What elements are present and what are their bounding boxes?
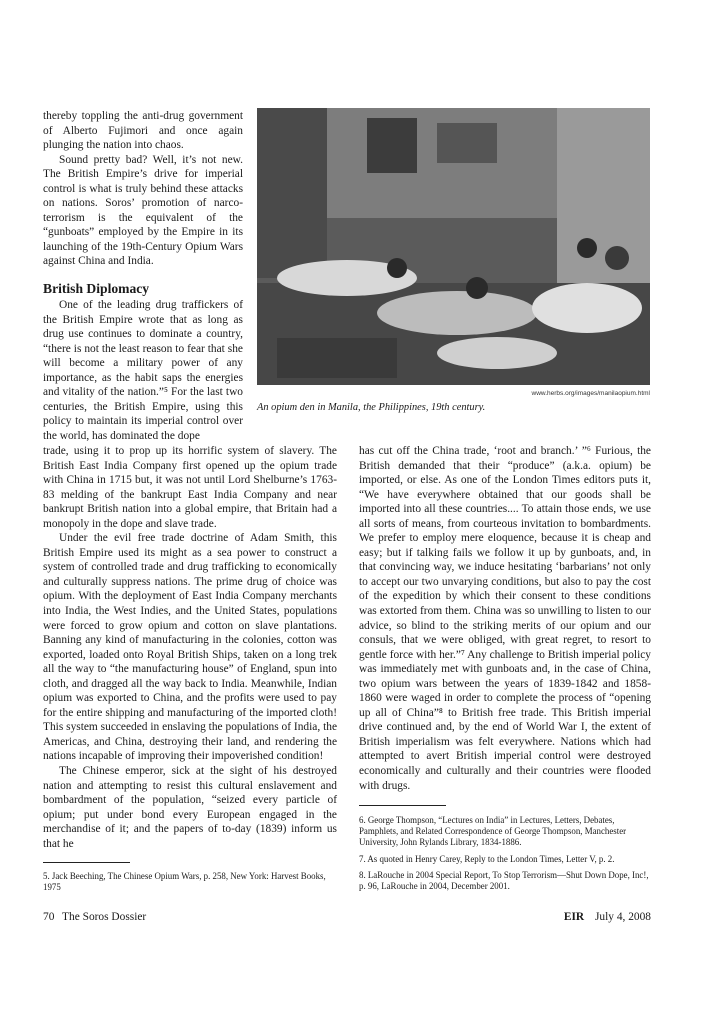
issue-date: July 4, 2008 [594, 911, 651, 923]
paragraph: thereby toppling the anti-drug government of Alberto Fujimori and once again plunging the nation into chaos. [43, 110, 243, 152]
left-column-body [43, 444, 337, 851]
photo-credit: www.herbs.org/images/manilaopium.html [531, 390, 650, 397]
section-title: The Soros Dossier [62, 911, 147, 923]
footnote: 5. Jack Beeching, The Chinese Opium Wars, p. 258, New York: Harvest Books, 1975 [43, 871, 326, 893]
footnote: 8. LaRouche in 2004 Special Report, To Stop Terrorism—Shut Down Dope, Inc!, p. 96, LaRouche in 2004, December 2001. [359, 869, 649, 892]
left-column-top [43, 109, 243, 443]
footnote-divider [43, 862, 130, 863]
page-footer-left [43, 911, 146, 923]
page-number: 70 [43, 911, 55, 923]
magazine-name: EIR [563, 911, 585, 923]
photo-caption: An opium den in Manila, the Philippines, 19th century. [257, 402, 486, 413]
footnote: 7. As quoted in Henry Carey, Reply to the London Times, Letter V, p. 2. [359, 853, 615, 864]
photo-illustration [257, 108, 650, 385]
right-column-body [359, 444, 651, 793]
paragraph: One of the leading drug traffickers of the British Empire wrote that as long as drug use continues to dominate a country, “there is not the least reason to fear that she will become a military power of any importance, as the habit saps the energies and vitality of the nation.”⁵ For the last two centuries, the British Empire, using this policy to maintain its imperial control over the world, has dominated the dope [43, 299, 243, 442]
opium-den-photo [257, 108, 650, 385]
page-footer-right [564, 911, 651, 923]
paragraph: has cut off the China trade, ‘root and branch.’ ”⁶ Furious, the British demanded that their “produce” (a.k.a. opium) be imported, or else. As one of the London Times editors puts it, “We have everywhere obtained that our goods shall be imported into all these countries.... To attain those ends, we use all sorts of means, from courteous invitation to bombardments. We prefer to employ mere eloquence, because it is cheap and easy; but if talking fails we follow it up by gunboats, and, in that convincing way, we induce hesitating ‘barbarians’ not only to accept our two unvarying conditions, but also to pay the cost of the expedition by which their consent to these conditions was extorted from them. China was so unwilling to listen to our advice, so blind to the striking merits of our opium and our consuls, that we were obliged, with great regret, to resort to gentle force with her.”⁷ Any challenge to British imperial policy was immediately met with gunboats and, in the case of China, two opium wars between the years of 1839-1842 and 1858-1860 were waged in order to complete the process of “opening up all of China”⁸ to British free trade. This British imperial drive continued and, by the end of World War I, the extent of British imperialism was felt everywhere. Nations which had attempted to avert British imperial control were destroyed economically and culturally and their countries were flooded with drugs. [359, 445, 651, 792]
paragraph: trade, using it to prop up its horrific system of slavery. The British East India Company first opened up the opium trade with China in 1715 but, it was not until Lord Shelburne’s 1763-83 melding of the bankrupt East India Company and near bankrupt British nation into a global empire, that Britain had a monopoly in the dope and slave trade. [43, 445, 337, 530]
paragraph: Sound pretty bad? Well, it’s not new. The British Empire’s drive for imperial control is what is truly behind these attacks on nations. Soros’ promotion of narco-terrorism is the equivalent of the “gunboats” employed by the Empire in its launching of the 19th-Century Opium Wars against China and India. [43, 153, 243, 268]
footnotes-left [43, 871, 337, 893]
footnote: 6. George Thompson, “Lectures on India” in Lectures, Letters, Debates, Pamphlets, and Related Correspondence of George Thompson, Manchester University, John Rylands Library, 1834-1886. [359, 815, 627, 848]
footnote-divider [359, 805, 446, 806]
paragraph: The Chinese emperor, sick at the sight of his destroyed nation and attempting to resist this cultural enslavement and bombardment of the population, “seized every particle of opium; put under bond every European engaged in the merchandise of it; and the papers of to-day (1839) inform us that he [43, 765, 337, 850]
section-heading: British Diplomacy [43, 281, 150, 297]
footnotes-right [359, 815, 651, 897]
paragraph: Under the evil free trade doctrine of Adam Smith, this British Empire used its might as a sea power to construct a system of controlled trade and drug trafficking to economically and culturally suppress nations. The prime drug of choice was opium. With the deployment of East India Company merchants into India, the West Indies, and the United States, populations were forced to grow opium and cotton on slave plantations. Banning any kind of manufacturing in the colonies, cotton was exported, loaded onto Royal British Ships, taken on a long trek all the way to “the manufacturing house” of England, spun into cloth, and dragged all the way back to India. Meanwhile, Indian opium was exported to China, and the profits were used to pay for the entire shipping and manufacturing of the imported cloth! This system succeeded in enslaving the populations of India, the Americas, and China, destroying their land, and rendering the nations incapable of improving their impoverished condition! [43, 532, 337, 763]
